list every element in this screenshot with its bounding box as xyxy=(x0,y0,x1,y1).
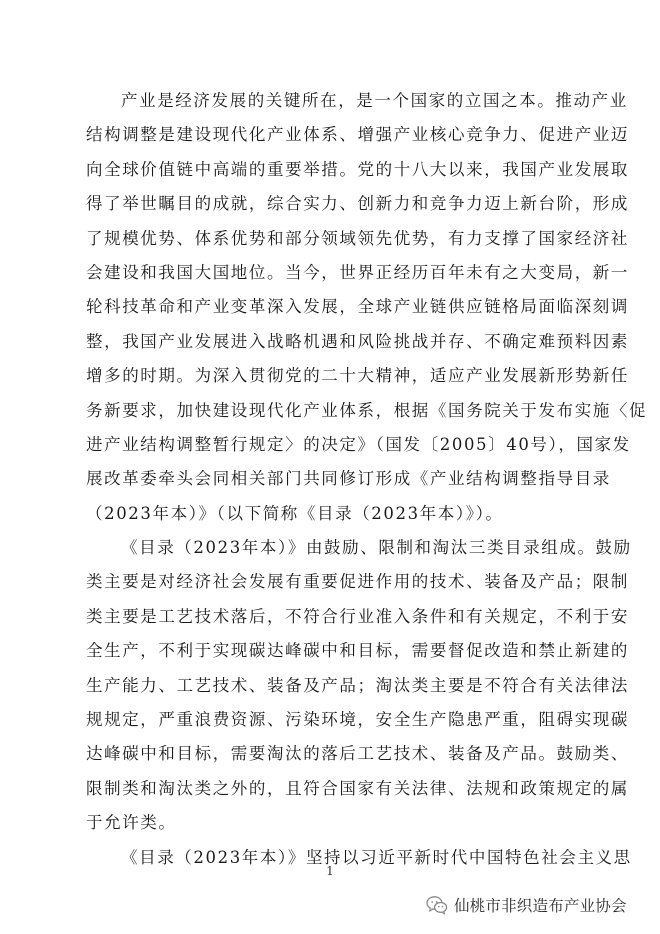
text-line: 于允许类。 xyxy=(86,813,177,833)
text-line: 轮科技革命和产业变革深入发展，全球产业链供应链格局面临深刻调 xyxy=(86,297,629,317)
text-line: 展改革委牵头会同相关部门共同修订形成《产业结构调整指导目录 xyxy=(86,469,611,489)
text-line: 类主要是对经济社会发展有重要促进作用的技术、装备及产品；限制 xyxy=(86,572,629,592)
text-line: 整，我国产业发展进入战略机遇和风险挑战并存、不确定难预料因素 xyxy=(86,331,629,351)
text-line: 限制类和淘汰类之外的，且符合国家有关法律、法规和政策规定的属 xyxy=(86,778,629,798)
watermark xyxy=(426,891,627,919)
text-line: 全生产，不利于实现碳达峰碳中和目标，需要督促改造和禁止新建的 xyxy=(86,641,629,661)
text-line: 向全球价值链中高端的重要举措。党的十八大以来，我国产业发展取 xyxy=(86,159,629,179)
text-line: 会建设和我国大国地位。当今，世界正经历百年未有之大变局，新一 xyxy=(86,262,629,282)
text-line: 务新要求，加快建设现代化产业体系，根据《国务院关于发布实施〈促 xyxy=(86,400,648,420)
text-line: 进产业结构调整暂行规定〉的决定》（国发〔2005〕40号），国家发 xyxy=(86,434,631,454)
text-line: 《目录（2023年本）》由鼓励、限制和淘汰三类目录组成。鼓励 xyxy=(121,538,632,558)
page-number: 1 xyxy=(326,864,334,878)
text-line: 类主要是工艺技术落后，不符合行业准入条件和有关规定，不利于安 xyxy=(86,606,629,626)
text-line: 了规模优势、体系优势和部分领域领先优势，有力支撑了国家经济社 xyxy=(86,228,629,248)
text-line: 产业是经济发展的关键所在，是一个国家的立国之本。推动产业 xyxy=(121,91,628,110)
text-line: 得了举世瞩目的成就，综合实力、创新力和竞争力迈上新台阶，形成 xyxy=(86,194,629,214)
body-text xyxy=(86,84,648,875)
wechat-icon xyxy=(426,895,448,915)
watermark-text: 仙桃市非织造布产业协会 xyxy=(454,897,627,915)
text-line: 增多的时期。为深入贯彻党的二十大精神，适应产业发展新形势新任 xyxy=(86,366,629,386)
text-line: 达峰碳中和目标，需要淘汰的落后工艺技术、装备及产品。鼓励类、 xyxy=(86,744,629,764)
text-line: 结构调整是建设现代化产业体系、增强产业核心竞争力、促进产业迈 xyxy=(86,125,629,145)
text-line: （2023年本）》（以下简称《目录（2023年本）》）。 xyxy=(86,503,504,523)
text-line: 规规定，严重浪费资源、污染环境，安全生产隐患严重，阻碍实现碳 xyxy=(86,710,629,730)
text-line: 《目录（2023年本）》坚持以习近平新时代中国特色社会主义思 xyxy=(121,847,632,867)
text-line: 生产能力、工艺技术、装备及产品；淘汰类主要是不符合有关法律法 xyxy=(86,675,629,695)
